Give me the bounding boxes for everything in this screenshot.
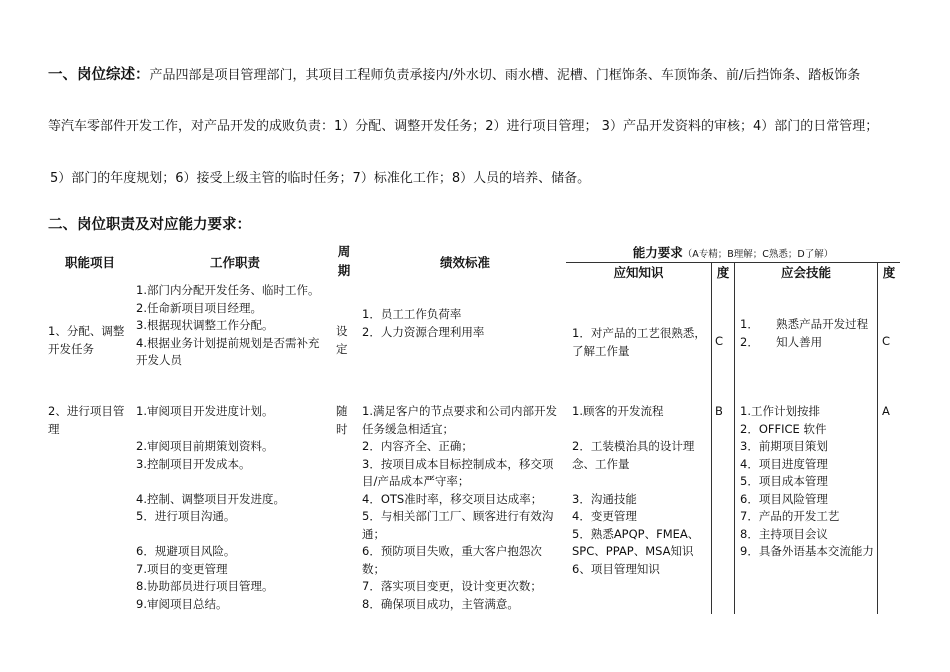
spacer [136, 421, 326, 439]
standard-item: 3．按项目成本目标控制成本，移交项目/产品成本严守率； [362, 456, 554, 488]
overview-line-1 [48, 66, 908, 85]
header-degree-1: 度 [716, 265, 730, 280]
skill-item: 2． 知人善用 [740, 334, 823, 349]
knowledge-item: 2．工装模治具的设计理念、工作量 [572, 439, 695, 471]
overview-text-1: 产品四部是项目管理部门，其项目工程师负责承接内/外水切、雨水槽、泥槽、门框饰条、车顶饰条、前/后挡饰条、踏板饰条 [149, 68, 861, 83]
spacer [572, 421, 706, 439]
row1-period: 设定 [336, 324, 348, 356]
header-standard: 绩效标准 [439, 255, 490, 270]
duty-item: 1.部门内分配开发任务、临时工作。 [136, 283, 320, 297]
row1-degree-2: C [882, 334, 891, 348]
duty-item: 3.控制项目开发成本。 [136, 456, 251, 471]
standard-item: 6．预防项目失败，重大客户抱怨次数； [362, 544, 542, 576]
row2-function: 2、进行项目管理 [48, 404, 125, 436]
row1-degree-1: C [715, 334, 724, 348]
standard-item: 2．人力资源合理利用率 [362, 324, 485, 339]
row1-standards [362, 306, 562, 341]
skill-item: 8．主持项目会议 [740, 526, 828, 541]
row1-knowledge: 1．对产品的工艺很熟悉，了解工作量 [572, 326, 706, 358]
row2-period: 随时 [336, 404, 348, 436]
section-1-heading: 一、岗位综述： [48, 67, 150, 83]
standard-item: 4．OTS准时率，移交项目达成率； [362, 491, 543, 506]
overview-line-3: 5）部门的年度规划；6）接受上级主管的临时任务；7）标准化工作；8）人员的培养、储备。 [50, 171, 591, 186]
knowledge-item: 6、项目管理知识 [572, 561, 660, 576]
knowledge-item: 5．熟悉APQP、FMEA、SPC、PPAP、MSA知识 [572, 526, 700, 558]
header-duty: 工作职责 [209, 255, 260, 270]
standard-item: 5．与相关部门工厂、顾客进行有效沟通； [362, 509, 554, 541]
duty-item: 4.控制、调整项目开发进度。 [136, 491, 285, 506]
standard-item: 8．确保项目成功，主管满意。 [362, 596, 519, 611]
skill-item: 9．具备外语基本交流能力 [740, 544, 874, 558]
skill-item: 7．产品的开发工艺 [740, 509, 840, 523]
header-skill: 应会技能 [780, 265, 831, 280]
header-ability [566, 243, 900, 261]
row1-duties [136, 282, 326, 370]
skill-item: 4．项目进度管理 [740, 456, 828, 471]
skill-item: 3．前期项目策划 [740, 439, 828, 453]
header-period: 周期 [337, 244, 351, 278]
standard-item: 1．员工工作负荷率 [362, 307, 462, 321]
skill-item: 1． 熟悉产品开发过程 [740, 317, 869, 331]
duty-item: 1.审阅项目开发进度计划。 [136, 404, 274, 418]
row2-duties [136, 403, 326, 613]
skill-item: 5．项目成本管理 [740, 474, 828, 488]
header-ability-note: （A专精；B理解；C熟悉；D了解） [682, 249, 834, 260]
row1-skills [740, 316, 872, 351]
duty-item: 2.任命新项目项目经理。 [136, 300, 262, 315]
knowledge-item: 1.顾客的开发流程 [572, 404, 664, 418]
row1-function: 1、分配、调整开发任务 [48, 324, 125, 356]
standard-item: 7．落实项目变更，设计变更次数； [362, 579, 542, 593]
standard-item: 1.满足客户的节点要求和公司内部开发任务缓急相适宜； [362, 404, 557, 436]
spacer [136, 526, 326, 544]
row2-degree-1: B [715, 404, 723, 418]
header-ability-label: 能力要求 [632, 245, 683, 260]
standard-item: 2．内容齐全、正确； [362, 439, 473, 453]
duty-item: 2.审阅项目前期策划资料。 [136, 439, 274, 453]
skill-item: 6．项目风险管理 [740, 491, 828, 506]
knowledge-item: 4．变更管理 [572, 509, 637, 523]
table-divider [877, 262, 878, 614]
duty-item: 9.审阅项目总结。 [136, 596, 228, 611]
duty-item: 8.协助部员进行项目管理。 [136, 579, 274, 593]
overview-line-2: 等汽车零部件开发工作，对产品开发的成败负责：1）分配、调整开发任务；2）进行项目管理； 3）产品开发资料的审核；4）部门的日常管理； [48, 119, 879, 134]
duty-item: 5．进行项目沟通。 [136, 509, 236, 523]
duty-item: 3.根据现状调整工作分配。 [136, 318, 274, 332]
section-2-heading: 二、岗位职责及对应能力要求： [48, 217, 251, 233]
row2-standards [362, 403, 562, 613]
table-divider [734, 262, 735, 614]
knowledge-item: 3．沟通技能 [572, 491, 637, 506]
header-degree-2: 度 [882, 265, 896, 280]
table-divider [711, 262, 712, 614]
duty-item: 6．规避项目风险。 [136, 544, 236, 558]
duty-item: 7.项目的变更管理 [136, 561, 228, 576]
row2-skills [740, 403, 874, 561]
spacer [136, 473, 326, 491]
duty-item: 4.根据业务计划提前规划是否需补充开发人员 [136, 335, 320, 367]
row2-knowledge [572, 403, 706, 578]
row2-degree-2: A [882, 404, 890, 418]
skill-item: 1.工作计划按排 [740, 404, 820, 418]
header-function: 职能项目 [64, 255, 115, 270]
skill-item: 2．OFFICE 软件 [740, 421, 827, 436]
spacer [572, 473, 706, 491]
header-knowledge: 应知知识 [613, 265, 664, 280]
